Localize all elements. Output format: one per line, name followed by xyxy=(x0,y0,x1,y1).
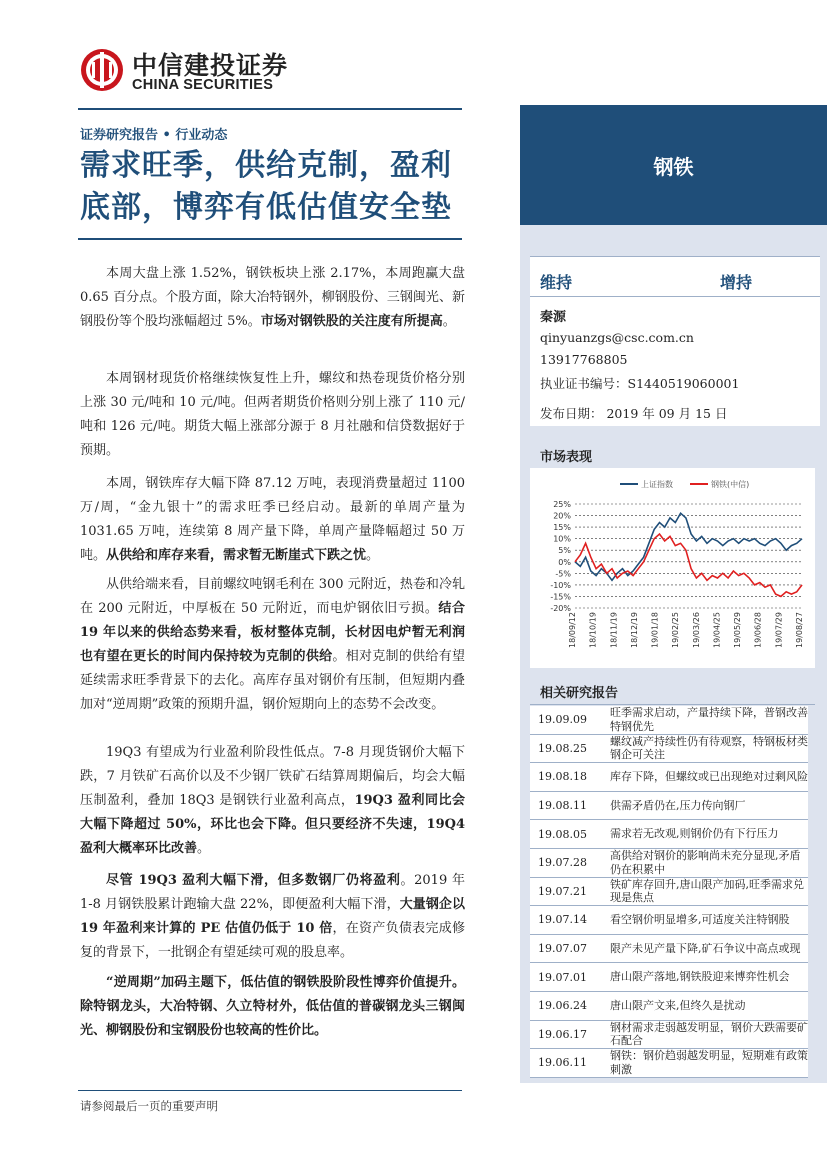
x-tick-label: 18/10/19 xyxy=(588,612,598,648)
related-report-row[interactable] xyxy=(530,820,808,849)
x-tick-label: 18/12/19 xyxy=(629,612,639,648)
related-report-title[interactable]: 唐山限产落地,钢铁股迎来博弈性机会 xyxy=(610,970,790,984)
related-report-title[interactable]: 钢材需求走弱越发明显，钢价大跌需要矿石配合 xyxy=(610,1020,808,1048)
related-report-date: 19.07.14 xyxy=(538,913,587,927)
y-tick-label: 5% xyxy=(558,546,571,556)
related-report-date: 19.08.25 xyxy=(538,741,587,755)
logo xyxy=(80,48,124,96)
rating-now: 增持 xyxy=(720,273,753,292)
related-report-row[interactable] xyxy=(530,878,808,907)
p5-end: 。 xyxy=(197,841,211,856)
y-tick-label: -5% xyxy=(555,569,571,579)
p4-bold: 结合 19 年以来的供给态势来看，板材整体克制，长材因电炉暂无利润也有望在更长的时间内保持较为克制的供给 xyxy=(80,601,465,664)
y-tick-label: -10% xyxy=(550,580,571,590)
market-chart-svg xyxy=(530,468,815,668)
p3-bold: 从供给和库存来看，需求暂无断崖式下跌之忧 xyxy=(106,548,367,563)
related-report-title[interactable]: 铁矿库存回升,唐山限产加码,旺季需求兑现是焦点 xyxy=(610,877,804,905)
related-report-date: 19.07.21 xyxy=(538,884,587,898)
related-report-title[interactable]: 钢铁：钢价趋弱越发明显，短期难有政策刺激 xyxy=(610,1049,808,1076)
related-report-title[interactable]: 旺季需求启动，产量持续下降，普钢改善特钢优先 xyxy=(610,706,808,733)
y-tick-label: 15% xyxy=(553,523,571,533)
logo-text-en: CHINA SECURITIES xyxy=(132,77,274,93)
x-tick-label: 19/08/27 xyxy=(795,612,804,648)
paragraph-2: 本周钢材现货价格继续恢复性上升，螺纹和热卷现货价格分别上涨 30 元/吨和 10 元/吨。但两者期货价格则分别上涨了 110 元/吨和 126 元/吨。期货大幅上涨部分源于 8 月社融和信贷数据好于预期。 xyxy=(80,371,465,458)
related-report-row[interactable] xyxy=(530,963,808,992)
x-tick-label: 18/09/12 xyxy=(568,612,577,648)
p6-text-1: 。2019 年 1-8 月钢铁股累计跑输大盘 22%，即便盈利大幅下滑， xyxy=(80,873,465,912)
p4-text: 从供给端来看，目前螺纹吨钢毛利在 300 元附近，热卷和冷轧在 200 元附近，中厚板在 50 元附近，而电炉钢依旧亏损。 xyxy=(80,577,465,616)
x-tick-label: 19/03/26 xyxy=(691,612,701,648)
related-report-row[interactable] xyxy=(530,849,808,878)
y-tick-label: 0% xyxy=(558,557,571,567)
x-tick-label: 19/01/18 xyxy=(650,612,660,648)
related-reports-list xyxy=(530,706,808,1078)
p5-text: 19Q3 有望成为行业盈利阶段性低点。7-8 月现货钢价大幅下跌，7 月铁矿石高价以及不少钢厂铁矿石结算周期偏后，均会大幅压制盈利，叠加 18Q3 是钢铁行业盈利高点， xyxy=(80,745,465,808)
y-tick-label: -15% xyxy=(550,592,571,602)
p3-end: 。 xyxy=(366,548,380,563)
related-report-title[interactable]: 需求若无改观,则钢价仍有下行压力 xyxy=(610,827,779,841)
rating-bottom-rule xyxy=(530,296,820,297)
market-label: 市场表现 xyxy=(540,450,593,465)
related-report-date: 19.07.01 xyxy=(538,970,587,984)
p6-bold-2: 大量钢企以 19 年盈利来计算的 PE 估值仍低于 10 倍 xyxy=(80,897,465,936)
report-title-line1: 需求旺季，供给克制，盈利 xyxy=(80,148,452,183)
related-report-date: 19.08.05 xyxy=(538,827,587,841)
report-type: 证券研究报告 • 行业动态 xyxy=(80,128,228,143)
related-report-row[interactable] xyxy=(530,992,808,1021)
sector-label: 钢铁 xyxy=(653,154,694,179)
related-report-row[interactable] xyxy=(530,1049,808,1078)
china-securities-logo-icon xyxy=(80,48,124,92)
license-number: 执业证书编号：S1440519060001 xyxy=(540,376,740,391)
title-rule xyxy=(78,238,462,240)
related-report-date: 19.07.07 xyxy=(538,942,587,956)
footer-rule xyxy=(78,1090,462,1091)
related-report-date: 19.06.11 xyxy=(538,1056,587,1070)
y-tick-label: 10% xyxy=(553,534,571,544)
paragraph-5 xyxy=(80,741,465,861)
p6-text-2: ，在资产负债表完成修复的背景下，一批钢企有望延续可观的股息率。 xyxy=(80,921,465,960)
sector-box xyxy=(520,105,827,225)
related-report-row[interactable] xyxy=(530,792,808,821)
footer-note: 请参阅最后一页的重要声明 xyxy=(80,1099,218,1113)
related-report-date: 19.06.17 xyxy=(538,1027,587,1041)
p4-end: 。相对克制的供给有望延续需求旺季背景下的去化。高库存虽对钢价有压制，但短期内叠加对“逆周期”政策的预期升温，钢价短期向上的态势不会改变。 xyxy=(80,649,465,712)
related-report-date: 19.08.11 xyxy=(538,799,587,813)
x-tick-label: 19/04/25 xyxy=(712,612,722,648)
market-chart xyxy=(530,468,815,668)
related-report-title[interactable]: 唐山限产文来,但终久是扰动 xyxy=(610,998,746,1012)
report-title-line2: 底部，博弈有低估值安全垫 xyxy=(80,190,452,225)
y-tick-label: -20% xyxy=(550,604,571,613)
p5-bold: 19Q3 盈利同比会大幅下降超过 50%，环比也会下降。但只要经济不失速，19Q4 盈利大概率环比改善 xyxy=(80,793,465,856)
related-report-row[interactable] xyxy=(530,935,808,964)
analyst-email: qinyuanzgs@csc.com.cn xyxy=(540,330,694,345)
y-tick-label: 25% xyxy=(553,500,571,509)
related-top-rule xyxy=(530,704,815,705)
rating-prev: 维持 xyxy=(540,273,573,292)
analyst-name: 秦源 xyxy=(540,310,567,325)
x-tick-label: 19/02/25 xyxy=(671,612,681,648)
related-report-title[interactable]: 高供给对钢价的影响尚未充分显现,矛盾仍在积累中 xyxy=(610,849,801,876)
related-report-date: 19.06.24 xyxy=(538,999,587,1013)
related-report-date: 19.07.28 xyxy=(538,856,587,870)
related-report-title[interactable]: 库存下降，但螺纹或已出现绝对过剩风险 xyxy=(610,770,808,784)
paragraph-7: “逆周期”加码主题下，低估值的钢铁股阶段性博弈价值提升。除特钢龙头，大冶特钢、久立特材外，低估值的普碳钢龙头三钢闽光、柳钢股份和宝钢股份也较高的性价比。 xyxy=(80,975,465,1038)
related-report-row[interactable] xyxy=(530,763,808,792)
related-report-title[interactable]: 看空钢价明显增多,可适度关注特钢股 xyxy=(610,913,790,927)
rating-top-rule xyxy=(530,256,820,257)
related-report-row[interactable] xyxy=(530,706,808,735)
x-tick-label: 19/07/29 xyxy=(774,612,784,648)
related-label: 相关研究报告 xyxy=(540,686,619,701)
logo-text-cn: 中信建投证券 xyxy=(132,51,289,80)
related-report-title[interactable]: 限产未见产量下降,矿石争议中高点或现 xyxy=(610,941,801,955)
paragraph-6 xyxy=(80,869,465,965)
p1-end: 。 xyxy=(442,314,456,329)
p3-text: 本周，钢铁库存大幅下降 87.12 万吨，表现消费量超过 1100 万/周，“金九银十”的需求旺季已经启动。最新的单周产量为 1031.65 万吨，连续第 8 周产量下降，单周产量降幅超过 50 万吨。 xyxy=(80,476,465,563)
x-tick-label: 19/06/28 xyxy=(753,612,763,648)
x-tick-label: 19/05/29 xyxy=(733,612,743,648)
related-report-date: 19.09.09 xyxy=(538,713,587,727)
y-tick-label: 20% xyxy=(553,511,571,521)
legend-label: 钢铁(中信) xyxy=(711,480,750,489)
legend-label: 上证指数 xyxy=(641,480,673,489)
header-rule xyxy=(78,108,462,110)
p1-bold: 市场对钢铁股的关注度有所提高 xyxy=(260,314,443,329)
p1-text: 本周大盘上涨 1.52%，钢铁板块上涨 2.17%，本周跑赢大盘 0.65 百分点。个股方面，除大冶特钢外，柳钢股份、三钢闽光、新钢股份等个股均涨幅超过 5%。 xyxy=(80,266,465,329)
paragraph-3 xyxy=(80,472,465,568)
x-tick-label: 18/11/19 xyxy=(609,612,619,648)
publish-date: 发布日期： 2019 年 09 月 15 日 xyxy=(540,406,728,421)
related-report-row[interactable] xyxy=(530,906,808,935)
related-report-date: 19.08.18 xyxy=(538,770,587,784)
related-report-title[interactable]: 供需矛盾仍在,压力传向钢厂 xyxy=(610,798,746,812)
paragraph-4 xyxy=(80,573,465,717)
related-report-row[interactable] xyxy=(530,1021,808,1050)
p6-bold-1: 尽管 19Q3 盈利大幅下滑，但多数钢厂仍将盈利 xyxy=(106,873,401,888)
related-report-title[interactable]: 螺纹减产持续性仍有待观察，特钢板材类钢企可关注 xyxy=(610,734,808,762)
paragraph-1 xyxy=(80,262,465,334)
analyst-phone: 13917768805 xyxy=(540,352,628,367)
related-report-row[interactable] xyxy=(530,735,808,764)
